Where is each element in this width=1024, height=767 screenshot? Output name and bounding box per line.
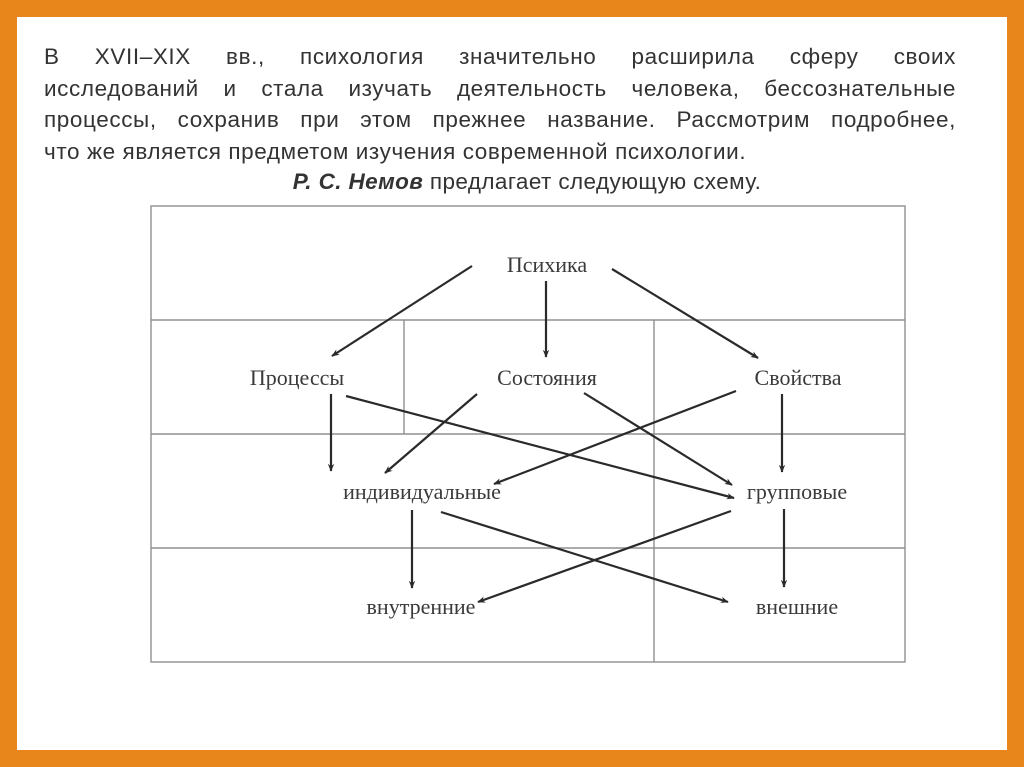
diagram-nodes — [250, 252, 847, 619]
node-svoystva: Свойства — [754, 365, 842, 390]
node-protsessy: Процессы — [249, 365, 345, 390]
arrow-svoystva-to-individualnye — [494, 391, 736, 484]
node-individualnye: индивидуальные — [343, 479, 501, 504]
node-vnutrennie: внутренние — [366, 594, 476, 619]
node-psikhika: Психика — [506, 252, 588, 277]
attribution-text: предлагает следующую схему. — [423, 169, 762, 194]
node-vneshnie: внешние — [755, 594, 839, 619]
arrow-psikhika-to-protsessy — [332, 266, 472, 356]
intro-line: процессы, сохранив при этом прежнее название. Рассмотрим подробнее, — [44, 107, 956, 132]
node-gruppovye: групповые — [746, 479, 848, 504]
intro-line: В XVII–XIX вв., психология значительно расширила сферу своих — [44, 44, 956, 69]
arrow-psikhika-to-svoystva — [612, 269, 758, 358]
arrow-sostoyaniya-to-gruppovye — [584, 393, 732, 485]
author-name: Р. С. Немов — [292, 169, 424, 194]
intro-line: что же является предметом изучения современной психологии. — [44, 138, 747, 164]
arrow-gruppovye-to-vnutrennie — [478, 511, 731, 602]
arrow-individualnye-to-vneshnie — [441, 512, 728, 602]
intro-line: исследований и стала изучать деятельность человека, бессознательные — [44, 75, 956, 101]
node-sostoyaniya: Состояния — [497, 365, 597, 390]
